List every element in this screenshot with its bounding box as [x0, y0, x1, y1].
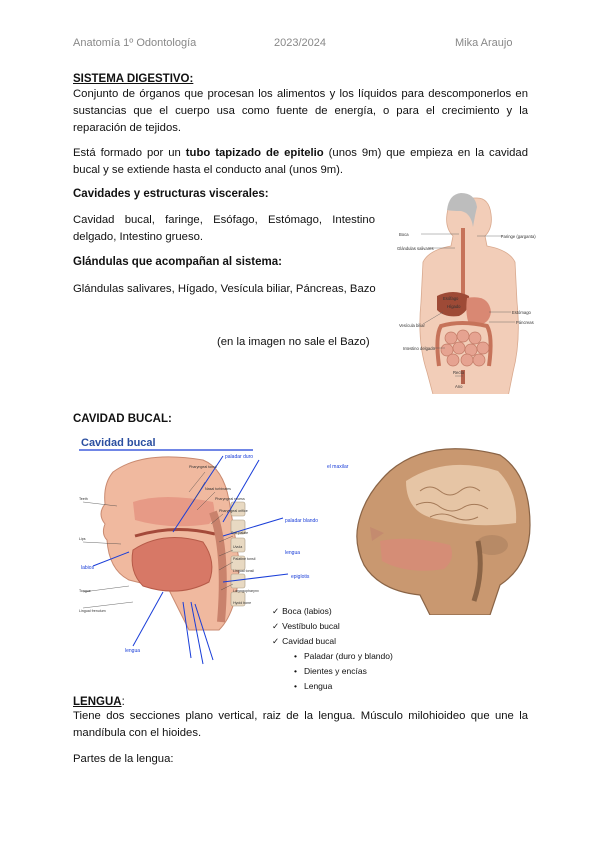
label-hyoid-bone: Hyoid bone	[233, 601, 252, 605]
label-pharyngeal-recess: Pharyngeal recess	[215, 497, 245, 501]
header-center: 2023/2024	[274, 37, 326, 49]
bullet-item: ✓ Vestíbulo bucal	[272, 621, 340, 631]
label-epiglotis: epiglotis	[291, 574, 310, 580]
label-laryngopharynx: Laryngopharynx	[233, 589, 259, 593]
head-sagittal-figure	[350, 441, 538, 615]
bullet-item: • Paladar (duro y blando)	[294, 651, 393, 661]
section-title-sistema-digestivo: SISTEMA DIGESTIVO:	[73, 73, 194, 85]
formed-post: (unos 9m) que empieza en la cavidad bucal y se extiende hasta el conducto anal (unos 9m).	[73, 147, 528, 176]
label-tongue: Tongue	[79, 589, 91, 593]
section-title-lengua	[73, 696, 125, 708]
glands-title: Glándulas que acompañan al sistema:	[73, 256, 282, 268]
bullet-item: • Lengua	[294, 681, 333, 691]
bullet-dot-icon: •	[294, 651, 297, 661]
bullet-item: ✓ Boca (labios)	[272, 606, 332, 616]
bazo-note: (en la imagen no sale el Bazo)	[217, 336, 370, 348]
header-left: Anatomía 1º Odontología	[73, 37, 197, 49]
label-uvula: Uvula	[233, 545, 243, 549]
label-boca: Boca	[399, 232, 409, 237]
check-icon: ✓	[272, 636, 280, 646]
label-soft-palate: Soft palate	[231, 531, 249, 535]
lengua-title-suffix: :	[121, 696, 125, 708]
label-lips: Lips	[79, 537, 86, 541]
label-higado: Hígado	[447, 304, 461, 309]
label-lingual-frenulum: Lingual frenulum	[79, 609, 106, 613]
header-right: Mika Araujo	[455, 37, 513, 49]
lengua-paragraph: Tiene dos secciones plano vertical, raiz de la lengua. Músculo milohioideo que une la mandíbula con el hioides.	[73, 710, 528, 739]
label-pharyngeal-orifice: Pharyngeal orifice	[219, 509, 248, 513]
oral-figure-title: Cavidad bucal	[81, 437, 156, 449]
lengua-parts: Partes de la lengua:	[73, 753, 174, 765]
label-paladar-duro: paladar duro	[225, 454, 254, 460]
label-nasal-turbinates: Nasal turbinates	[205, 487, 231, 491]
label-esofago: Esófago	[443, 296, 459, 301]
formed-pre: Está formado por un	[73, 147, 186, 159]
label-recto: Recto	[453, 370, 464, 375]
check-icon: ✓	[272, 621, 280, 631]
label-el-maxilar: el maxilar	[327, 464, 349, 470]
lengua-title-text: LENGUA	[73, 696, 122, 708]
label-pancreas: Páncreas	[516, 320, 534, 325]
bullet-list	[272, 604, 393, 694]
label-teeth: Teeth	[79, 497, 88, 501]
cavities-text: Cavidad bucal, faringe, Esófago, Estómago, Intestino delgado, Intestino grueso.	[73, 214, 375, 243]
check-icon: ✓	[272, 606, 280, 616]
label-lingual-tonsil: Lingual tonsil	[233, 569, 254, 573]
label-vesicula: Vesícula biliar	[399, 323, 425, 328]
section-title-cavidad-bucal: CAVIDAD BUCAL:	[73, 413, 172, 425]
bullet-item: ✓ Cavidad bucal	[272, 636, 336, 646]
bullet-item: • Dientes y encías	[294, 666, 367, 676]
label-faringe: Faringe (garganta)	[501, 234, 536, 239]
label-pharyngeal-tonsil: Pharyngeal tonsil	[189, 465, 217, 469]
label-palatine-tonsil: Palatine tonsil	[233, 557, 256, 561]
label-lengua-1: lengua	[285, 550, 301, 556]
label-ano: Ano	[455, 384, 463, 389]
formed-paragraph	[73, 145, 528, 179]
cavities-title: Cavidades y estructuras viscerales:	[73, 188, 269, 200]
label-estomago: Estómago	[512, 310, 531, 315]
label-lengua-2: lengua	[125, 648, 141, 654]
label-paladar-blando: paladar blando	[285, 518, 319, 524]
digestive-system-figure	[393, 188, 543, 394]
bullet-dot-icon: •	[294, 681, 297, 691]
formed-bold: tubo tapizado de epitelio	[185, 147, 324, 159]
bullet-dot-icon: •	[294, 666, 297, 676]
label-labios: labios	[81, 565, 95, 571]
label-glandulas: Glándulas salivares	[397, 246, 434, 251]
intro-paragraph: Conjunto de órganos que procesan los alimentos y los líquidos para descomponerlos en sustancias que el cuerpo usa como fuente de energía, o para el crecimiento y la reparación de tejidos.	[73, 88, 528, 134]
glands-text: Glándulas salivares, Hígado, Vesícula biliar, Páncreas, Bazo	[73, 283, 376, 295]
label-intestino: Intestino delgado	[403, 346, 435, 351]
